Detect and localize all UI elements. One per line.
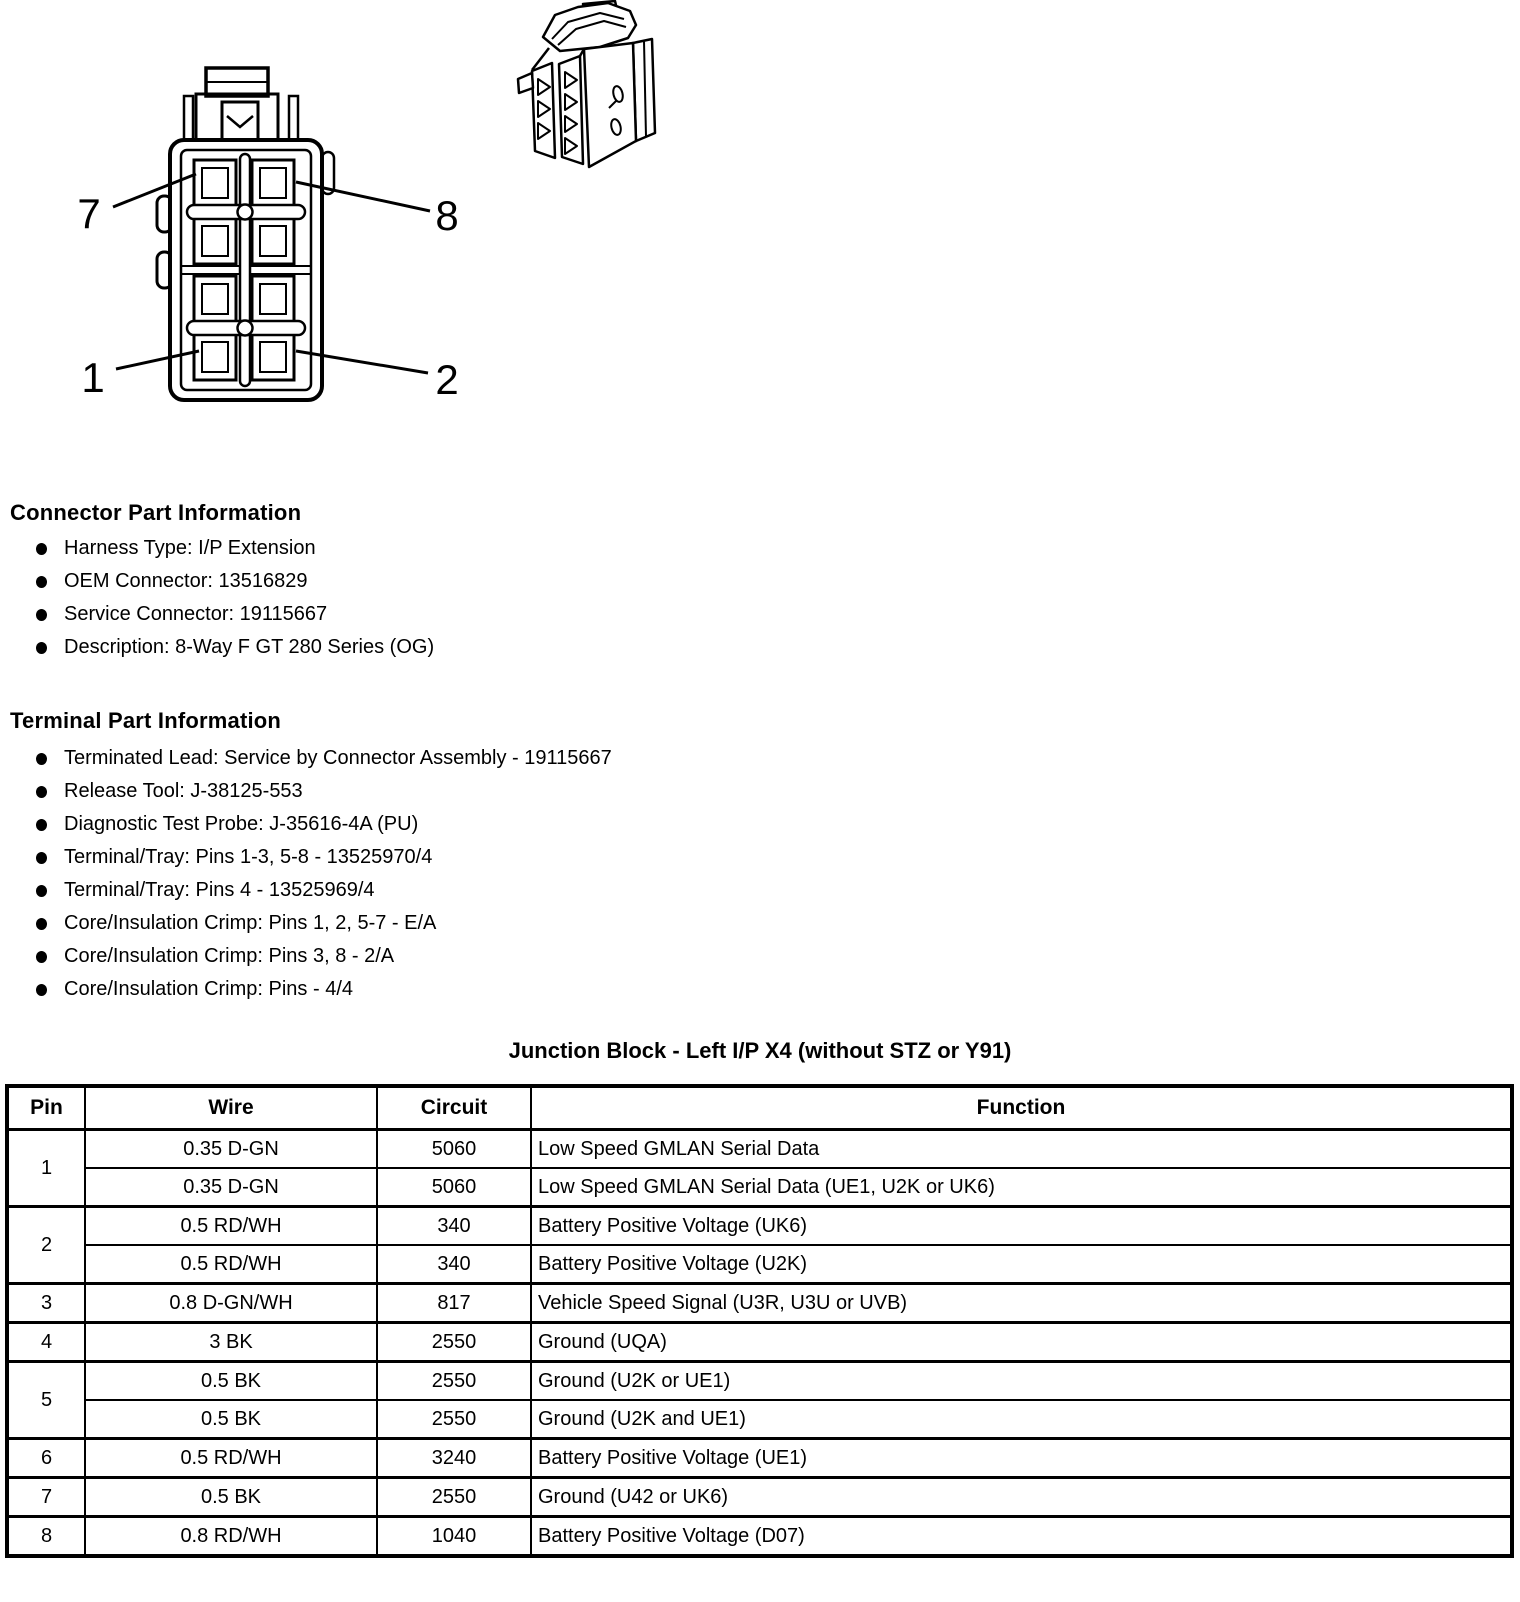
list-item [0, 742, 612, 775]
function-cell: Ground (UQA) [531, 1323, 1512, 1362]
pin-cell: 6 [7, 1439, 85, 1478]
table-row [7, 1439, 1512, 1478]
header-row [7, 1086, 1512, 1130]
latch-window [222, 102, 258, 142]
function-cell: Battery Positive Voltage (U2K) [531, 1245, 1512, 1284]
right-rail [289, 96, 298, 142]
circuit-cell: 3240 [377, 1439, 531, 1478]
bullet-icon [36, 951, 47, 963]
pinout-table [5, 1084, 1514, 1558]
pin-cell: 8 [7, 1517, 85, 1557]
pin-header: Pin [7, 1086, 85, 1130]
circuit-cell: 5060 [377, 1130, 531, 1169]
pinout-table-title: Junction Block - Left I/P X4 (without STZ or Y91) [508, 1038, 1012, 1063]
center-divider [240, 154, 250, 386]
circuit-cell: 2550 [377, 1400, 531, 1439]
function-header: Function [531, 1086, 1512, 1130]
table-row [7, 1207, 1512, 1246]
left-rail [184, 96, 193, 142]
pin-cell: 3 [7, 1284, 85, 1323]
list-item-text: OEM Connector: 13516829 [64, 570, 308, 592]
table-row [7, 1130, 1512, 1169]
terminal-info-list [0, 742, 612, 1006]
list-item [0, 940, 612, 973]
pin-cell: 2 [7, 1207, 85, 1284]
wire-cell: 3 BK [85, 1323, 377, 1362]
iso-cavity-strip-front [559, 56, 583, 164]
list-item [0, 874, 612, 907]
iso-cavity-strip-back [532, 63, 555, 158]
function-cell: Ground (U2K and UE1) [531, 1400, 1512, 1439]
connector-info-list [0, 532, 434, 664]
function-cell: Battery Positive Voltage (UE1) [531, 1439, 1512, 1478]
bullet-icon [36, 642, 47, 654]
table-row [7, 1168, 1512, 1207]
pin-cell: 4 [7, 1323, 85, 1362]
list-item-text: Terminal/Tray: Pins 1-3, 5-8 - 13525970/4 [64, 846, 433, 868]
function-cell: Ground (U42 or UK6) [531, 1478, 1512, 1517]
list-item-text: Core/Insulation Crimp: Pins - 4/4 [64, 978, 354, 1000]
terminal-info-title: Terminal Part Information [10, 708, 282, 734]
table-row [7, 1517, 1512, 1557]
list-item [0, 598, 434, 631]
circuit-cell: 2550 [377, 1478, 531, 1517]
pin-cell: 7 [7, 1478, 85, 1517]
circuit-cell: 2550 [377, 1323, 531, 1362]
bullet-icon [36, 918, 47, 930]
bullet-icon [36, 753, 47, 765]
circuit-cell: 1040 [377, 1517, 531, 1557]
pin-label-1: 1 [81, 354, 105, 401]
table-row [7, 1245, 1512, 1284]
bullet-icon [36, 984, 47, 996]
list-item-text: Harness Type: I/P Extension [64, 537, 316, 559]
pin-label-2: 2 [435, 356, 459, 403]
connector-iso-diagram [505, 0, 700, 190]
circuit-cell: 340 [377, 1245, 531, 1284]
pin-cell: 1 [7, 1130, 85, 1207]
function-cell: Ground (U2K or UE1) [531, 1362, 1512, 1401]
pin-label-7: 7 [77, 190, 101, 237]
connector-iso-drawing [518, 1, 655, 167]
wire-cell: 0.5 BK [85, 1478, 377, 1517]
function-cell: Low Speed GMLAN Serial Data [531, 1130, 1512, 1169]
list-item-text: Description: 8-Way F GT 280 Series (OG) [64, 636, 435, 658]
index-hole-lower [238, 321, 253, 336]
wire-cell: 0.5 BK [85, 1400, 377, 1439]
list-item-text: Core/Insulation Crimp: Pins 1, 2, 5-7 - E/A [64, 912, 437, 934]
bullet-icon [36, 786, 47, 798]
list-item-text: Terminated Lead: Service by Connector Assembly - 19115667 [64, 747, 612, 769]
wire-cell: 0.5 RD/WH [85, 1439, 377, 1478]
function-cell: Vehicle Speed Signal (U3R, U3U or UVB) [531, 1284, 1512, 1323]
list-item [0, 907, 612, 940]
pin-label-8: 8 [435, 192, 459, 239]
wire-cell: 0.8 D-GN/WH [85, 1284, 377, 1323]
list-item [0, 775, 612, 808]
iso-side-face [584, 43, 636, 167]
list-item-text: Core/Insulation Crimp: Pins 3, 8 - 2/A [64, 945, 395, 967]
wire-cell: 0.35 D-GN [85, 1168, 377, 1207]
list-item [0, 565, 434, 598]
table-row [7, 1284, 1512, 1323]
wire-cell: 0.5 RD/WH [85, 1245, 377, 1284]
wire-header: Wire [85, 1086, 377, 1130]
list-item-text: Release Tool: J-38125-553 [64, 780, 303, 802]
wire-cell: 0.8 RD/WH [85, 1517, 377, 1557]
bullet-icon [36, 576, 47, 588]
function-cell: Low Speed GMLAN Serial Data (UE1, U2K or UK6) [531, 1168, 1512, 1207]
list-item [0, 841, 612, 874]
function-cell: Battery Positive Voltage (D07) [531, 1517, 1512, 1557]
list-item-text: Terminal/Tray: Pins 4 - 13525969/4 [64, 879, 375, 901]
list-item [0, 973, 612, 1006]
list-item [0, 532, 434, 565]
circuit-header: Circuit [377, 1086, 531, 1130]
table-row [7, 1478, 1512, 1517]
circuit-cell: 340 [377, 1207, 531, 1246]
index-hole-upper [238, 205, 253, 220]
list-item [0, 631, 434, 664]
bullet-icon [36, 852, 47, 864]
circuit-cell: 5060 [377, 1168, 531, 1207]
table-row [7, 1362, 1512, 1401]
wire-cell: 0.5 RD/WH [85, 1207, 377, 1246]
list-item [0, 808, 612, 841]
list-item-text: Service Connector: 19115667 [64, 603, 328, 625]
wire-cell: 0.35 D-GN [85, 1130, 377, 1169]
list-item-text: Diagnostic Test Probe: J-35616-4A (PU) [64, 813, 419, 835]
bullet-icon [36, 609, 47, 621]
table-row [7, 1400, 1512, 1439]
latch-chevron [227, 116, 253, 127]
table-row [7, 1323, 1512, 1362]
bullet-icon [36, 885, 47, 897]
circuit-cell: 2550 [377, 1362, 531, 1401]
function-cell: Battery Positive Voltage (UK6) [531, 1207, 1512, 1246]
circuit-cell: 817 [377, 1284, 531, 1323]
bullet-icon [36, 819, 47, 831]
iso-left-nub [518, 73, 533, 93]
connector-info-title: Connector Part Information [10, 500, 302, 526]
wire-cell: 0.5 BK [85, 1362, 377, 1401]
pin-cell: 5 [7, 1362, 85, 1439]
connector-face-drawing [113, 68, 430, 400]
bullet-icon [36, 543, 47, 555]
